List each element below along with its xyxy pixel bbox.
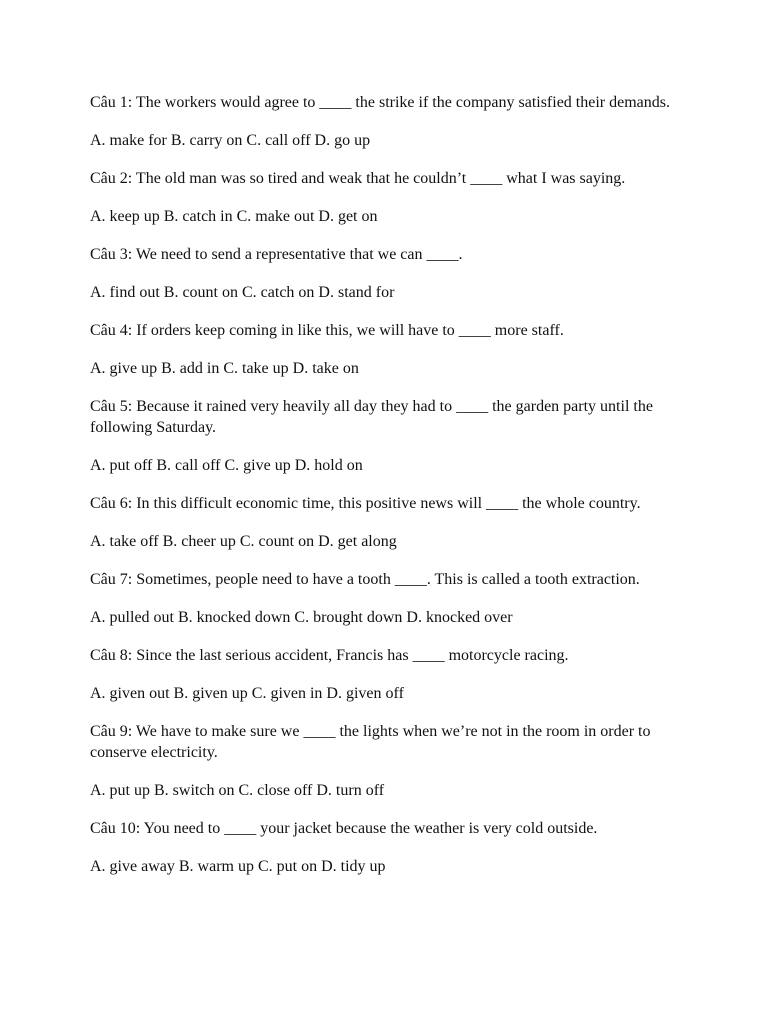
question-7: [90, 569, 690, 628]
question-text: Câu 9: We have to make sure we ____ the lights when we’re not in the room in order to conserve electricity.: [90, 723, 651, 761]
answer-options: A. keep up B. catch in C. make out D. get on: [90, 208, 378, 225]
question-6: [90, 493, 690, 552]
question-8: [90, 645, 690, 704]
answer-options: A. give up B. add in C. take up D. take on: [90, 360, 359, 377]
question-text: Câu 8: Since the last serious accident, Francis has ____ motorcycle racing.: [90, 647, 569, 664]
document-page: [90, 92, 690, 894]
answer-options: A. find out B. count on C. catch on D. stand for: [90, 284, 395, 301]
answer-options: A. given out B. given up C. given in D. given off: [90, 685, 404, 702]
question-2: [90, 168, 690, 227]
answer-options: A. pulled out B. knocked down C. brought down D. knocked over: [90, 609, 513, 626]
question-3: [90, 244, 690, 303]
question-10: [90, 818, 690, 877]
answer-options: A. put up B. switch on C. close off D. turn off: [90, 782, 385, 799]
question-5: [90, 396, 690, 476]
question-text: Câu 5: Because it rained very heavily all day they had to ____ the garden party until the following Saturday.: [90, 398, 653, 436]
question-text: Câu 7: Sometimes, people need to have a tooth ____. This is called a tooth extraction.: [90, 571, 640, 588]
question-1: [90, 92, 690, 151]
answer-options: A. take off B. cheer up C. count on D. get along: [90, 533, 397, 550]
question-text: Câu 6: In this difficult economic time, this positive news will ____ the whole country.: [90, 495, 641, 512]
question-text: Câu 10: You need to ____ your jacket because the weather is very cold outside.: [90, 820, 598, 837]
question-4: [90, 320, 690, 379]
question-9: [90, 721, 690, 801]
answer-options: A. put off B. call off C. give up D. hold on: [90, 457, 363, 474]
question-text: Câu 3: We need to send a representative that we can ____.: [90, 246, 463, 263]
question-text: Câu 1: The workers would agree to ____ the strike if the company satisfied their demands.: [90, 94, 670, 111]
question-text: Câu 2: The old man was so tired and weak that he couldn’t ____ what I was saying.: [90, 170, 626, 187]
answer-options: A. give away B. warm up C. put on D. tidy up: [90, 858, 386, 875]
question-text: Câu 4: If orders keep coming in like this, we will have to ____ more staff.: [90, 322, 564, 339]
answer-options: A. make for B. carry on C. call off D. go up: [90, 132, 371, 149]
